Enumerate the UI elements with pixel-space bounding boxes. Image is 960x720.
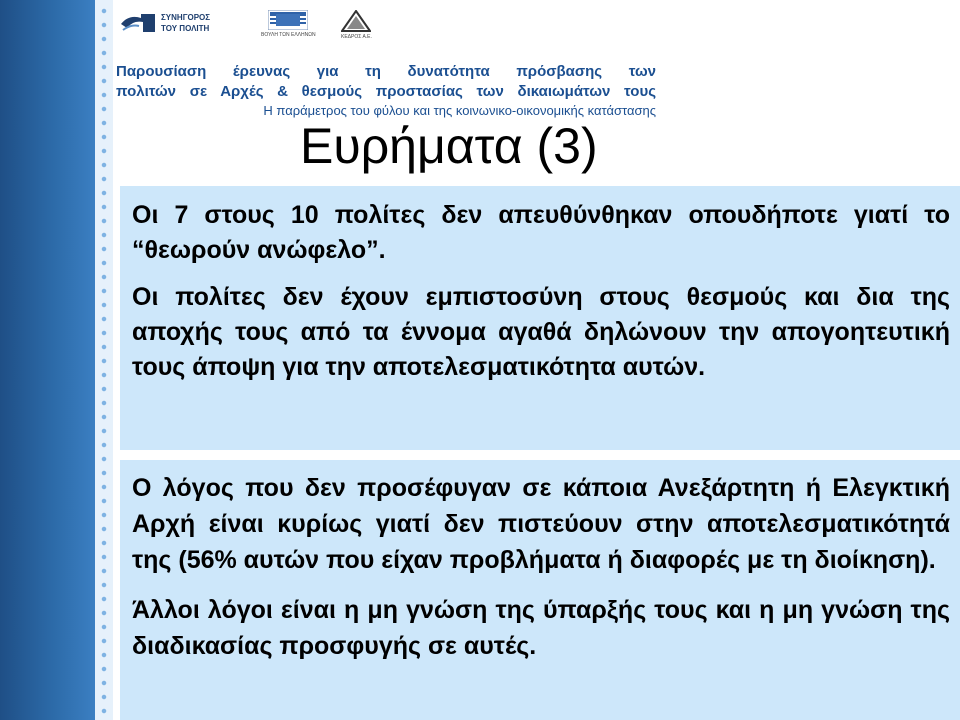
- presentation-subtitle: [116, 62, 656, 120]
- vouli-logo-caption: ΒΟΥΛΗ ΤΩΝ ΕΛΛΗΝΩΝ: [261, 32, 316, 38]
- synigoros-logo-line2: ΤΟΥ ΠΟΛΙΤΗ: [161, 24, 210, 33]
- vouli-logo: [261, 10, 316, 38]
- finding-paragraph: Οι πολίτες δεν έχουν εμπιστοσύνη στους θεσμούς και δια της αποχής τους από τα έννομα αγαθά δηλώνουν την απογοητευτική τους άποψη για την αποτελεσματικότητα αυτών.: [132, 283, 950, 381]
- finding-paragraph: Ο λόγος που δεν προσέφυγαν σε κάποια Ανεξάρτητη ή Ελεγκτική Αρχή είναι κυρίως γιατί δεν πιστεύουν στην αποτελεσματικότητά της (56% αυτών που είχαν προβλήματα ή διαφορές με τη διοίκηση).: [132, 474, 950, 574]
- subtitle-line-1: Παρουσίαση έρευνας για τη δυνατότητα πρόσβασης των: [116, 63, 656, 80]
- findings-box-2: [120, 460, 960, 720]
- subtitle-line-2: πολιτών σε Αρχές & θεσμούς προστασίας των δικαιωμάτων τους: [116, 83, 656, 100]
- decorative-dot-pattern: [95, 0, 113, 720]
- parliament-flag-icon: [268, 10, 308, 30]
- finding-paragraph: Άλλοι λόγοι είναι η μη γνώση της ύπαρξής τους και η μη γνώση της διαδικασίας προσφυγής σε αυτές.: [132, 596, 950, 660]
- decorative-side-band: [0, 0, 95, 720]
- kedros-logo: [341, 10, 372, 40]
- kedros-logo-caption: ΚΕΔΡΟΣ Α.Ε.: [341, 34, 372, 40]
- findings-box-1: [120, 186, 960, 450]
- synigoros-logo-line1: ΣΥΝΗΓΟΡΟΣ: [161, 13, 211, 22]
- synigoros-logo-icon: [119, 10, 157, 36]
- subtitle-line-3: Η παράμετρος του φύλου και της κοινωνικο-οικονομικής κατάστασης: [263, 103, 656, 118]
- logo-bar: [113, 0, 398, 55]
- finding-paragraph: Οι 7 στους 10 πολίτες δεν απευθύνθηκαν οπουδήποτε γιατί το “θεωρούν ανώφελο”.: [132, 201, 950, 264]
- slide-title: Ευρήματα (3): [300, 118, 598, 174]
- kedros-triangle-icon: [341, 10, 371, 32]
- synigoros-logo: [119, 10, 210, 36]
